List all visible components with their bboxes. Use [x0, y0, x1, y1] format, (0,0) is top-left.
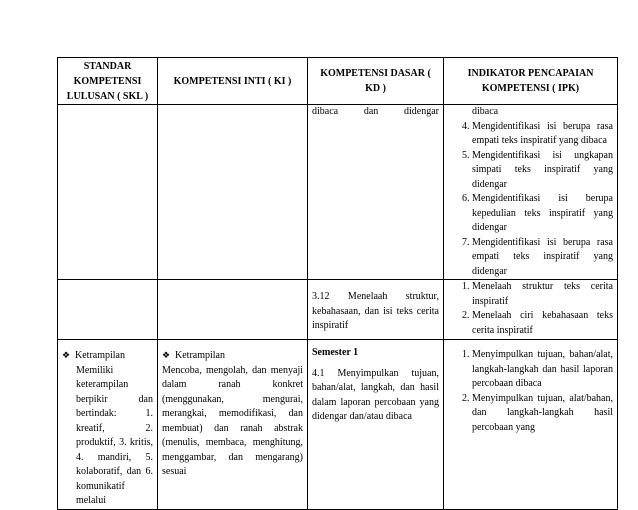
header-kd: KOMPETENSI DASAR ( KD )	[308, 58, 444, 105]
ki-text: Mencoba, mengolah, dan menyaji dalam ranah konkret (menggunakan, mengurai, merangkai, memodifikasi, dan membuat) dan ranah abstrak (menulis, membaca, menghitung, menggambar, dan mengarang) sesuai	[162, 364, 303, 477]
semester-label: Semester 1	[312, 347, 359, 358]
skl-cell	[58, 105, 158, 280]
list-item: 2. Menelaah ciri kebahasaan teks cerita inspiratif	[472, 309, 613, 338]
table-row	[58, 280, 618, 340]
ipk-cell	[444, 340, 618, 510]
ki-cell	[158, 280, 308, 340]
kd-text: dibaca dan didengar	[312, 106, 439, 117]
skl-text: Memiliki keterampilan berpikir dan bertindak: 1. kreatif, 2. produktif, 3. kritis, 4. mandiri, 5. kolaboratif, dan 6. komunikatif melalui	[76, 364, 153, 506]
list-item: 7. Mengidentifikasi isi berupa rasa empati teks inspiratif yang didengar	[472, 236, 613, 280]
kd-text: 3.12 Menelaah struktur, kebahasaan, dan isi teks cerita inspiratif	[312, 291, 439, 331]
diamond-bullet-icon: ❖	[162, 350, 171, 360]
list-item: 4. Mengidentifikasi isi berupa rasa empati teks inspiratif yang dibaca	[472, 120, 613, 149]
kd-cell	[308, 105, 444, 280]
ki-title: ❖ Ketrampilan	[162, 350, 225, 361]
ipk-continuation: dibaca	[472, 106, 499, 117]
kd-cell	[308, 340, 444, 510]
ipk-list	[448, 120, 613, 280]
skl-title: ❖ Ketrampilan	[62, 350, 125, 361]
table-row	[58, 105, 618, 280]
ki-cell	[158, 340, 308, 510]
ipk-cell	[444, 105, 618, 280]
skl-cell	[58, 280, 158, 340]
table-row	[58, 340, 618, 510]
ki-cell	[158, 105, 308, 280]
ipk-list	[448, 348, 613, 435]
list-item: 2. Menyimpulkan tujuan, alat/bahan, dan langkah-langkah hasil percobaan yang	[472, 392, 613, 436]
kd-cell	[308, 280, 444, 340]
list-item: 6. Mengidentifikasi isi berupa kepedulian teks inspiratif yang didengar	[472, 192, 613, 236]
header-skl: STANDAR KOMPETENSI LULUSAN ( SKL )	[58, 58, 158, 105]
table-header-row	[58, 58, 618, 105]
kd-text: 4.1 Menyimpulkan tujuan, bahan/alat, langkah, dan hasil dalam laporan percobaan yang didengar dan/atau dibaca	[312, 367, 439, 422]
list-item: 1. Menyimpulkan tujuan, bahan/alat, langkah-langkah dan hasil laporan percobaan dibaca	[472, 348, 613, 392]
ipk-list	[448, 280, 613, 338]
list-item: 5. Mengidentifikasi isi ungkapan simpati teks inspiratif yang didengar	[472, 149, 613, 193]
diamond-bullet-icon: ❖	[62, 350, 71, 360]
header-ki: KOMPETENSI INTI ( KI )	[158, 58, 308, 105]
ipk-cell	[444, 280, 618, 340]
list-item: 1. Menelaah struktur teks cerita inspiratif	[472, 280, 613, 309]
header-ipk: INDIKATOR PENCAPAIAN KOMPETENSI ( IPK)	[444, 58, 618, 105]
competency-table	[57, 57, 618, 510]
skl-cell	[58, 340, 158, 510]
